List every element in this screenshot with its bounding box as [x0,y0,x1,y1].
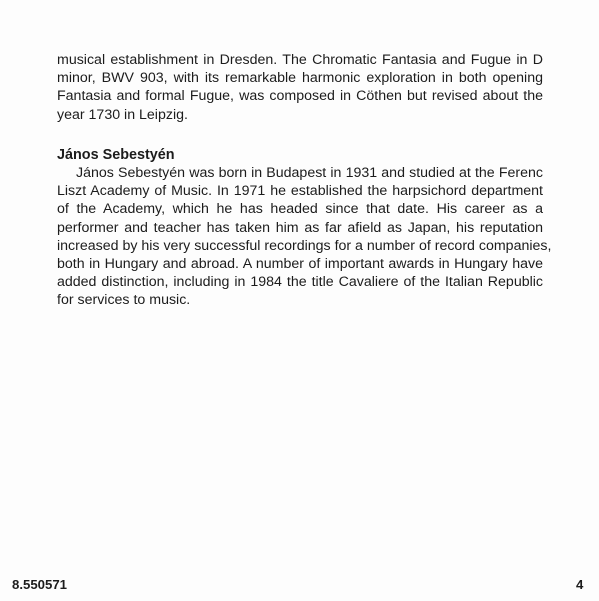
intro-line: musical establishment in Dresden. The Chromatic Fantasia and Fugue in D [57,52,543,68]
bio-line: performer and teacher has taken him as far afield as Japan, his reputation [57,219,543,236]
catalog-number: 8.550571 [12,577,68,592]
intro-paragraph [57,51,543,124]
bio-line: for services to music. [57,292,191,309]
section-heading: János Sebestyén [57,147,175,163]
page-number: 4 [576,577,584,592]
bio-line: János Sebestyén was born in Budapest in 1931 and studied at the Ferenc [76,165,543,181]
intro-line: minor, BWV 903, with its remarkable harmonic exploration in both opening [57,70,543,87]
bio-line: Liszt Academy of Music. In 1971 he established the harpsichord department [57,183,543,200]
intro-line: Fantasia and formal Fugue, was composed in Cöthen but revised about the [57,88,543,105]
bio-line: increased by his very successful recordings for a number of record companies, [57,237,552,254]
biography-paragraph [57,164,552,310]
intro-line: year 1730 in Leipzig. [57,106,188,123]
bio-line: of the Academy, which he has headed since that date. His career as a [57,201,543,218]
bio-line: added distinction, including in 1984 the title Cavaliere of the Italian Republic [57,274,543,291]
bio-line: both in Hungary and abroad. A number of important awards in Hungary have [57,256,543,273]
